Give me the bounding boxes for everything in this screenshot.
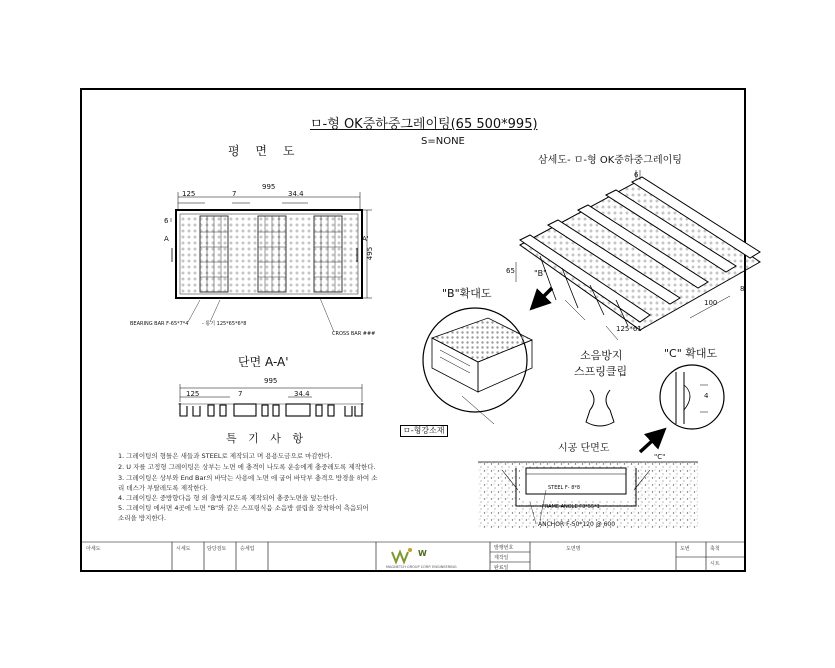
drawing-scale: S=NONE (421, 136, 465, 147)
detail-c (660, 365, 724, 429)
note-line: 3. 그레이팅은 상부와 End Bar의 바닥는 사용에 노면 에 굽어 바닥부 충격으 방경을 하여 소 (118, 474, 378, 482)
titleblock-cell: 시트 (710, 561, 720, 567)
detail-c-heading: "C" 확대도 (664, 347, 718, 360)
spring-clip (586, 390, 614, 426)
iso-dim-top: 6 (634, 171, 639, 179)
titleblock-cell: 승세업 (240, 546, 255, 552)
plan-dim-total: 995 (262, 183, 276, 191)
plan-heading: 평 면 도 (228, 144, 301, 158)
iso-label-b: "B" (534, 269, 547, 278)
section-dim-left: 125 (186, 390, 200, 398)
plan-view (171, 192, 375, 332)
section-dim-pitch: 34.4 (294, 390, 310, 398)
note-line: 리 데스가 부탈레도록 제작한다. (118, 484, 208, 492)
install-label-steel: STEEL F- 8*8 (548, 485, 581, 491)
section-dim-bar: 7 (238, 390, 243, 398)
titleblock-cell: 시세도 (176, 546, 191, 552)
note-line: 5. 그레이팅 에서면 4곳에 노면 "B"와 같은 스프링식음 소음방 클립을 장착하여 측음되어 (118, 504, 369, 512)
callout-arrow-c (640, 430, 664, 452)
detail-b-heading: "B"확대도 (442, 287, 492, 300)
note-line: 소리을 방지한다. (118, 514, 167, 522)
plan-dim-left: 125 (182, 190, 196, 198)
detail-c-dim: 4 (704, 392, 709, 400)
company-logo (392, 548, 412, 562)
install-label-anchor: ANCHOR F-50*120 @ 600 (538, 521, 616, 528)
detail-b (423, 308, 532, 424)
titleblock-cell: 도번 (680, 546, 690, 552)
install-heading: 시공 단면도 (558, 443, 610, 454)
plan-dim-bar: 7 (232, 190, 237, 198)
notes-heading: 특 기 사 항 (226, 432, 307, 445)
titleblock-cell: 축척 (710, 546, 720, 552)
logo-text: W (418, 549, 427, 558)
plan-dim-side: 6 (164, 217, 169, 225)
titleblock-cell: 도면명 (566, 546, 581, 552)
clip-label-line2: 스프링클립 (574, 365, 628, 378)
iso-dim-pitch: 100 (704, 299, 718, 307)
install-label-frame: FRAME ANGLE F3*55*1 (542, 504, 600, 510)
section-dim-total: 995 (264, 377, 278, 385)
plan-label-cross-bar: CROSS BAR ### (332, 331, 376, 337)
note-line: 1. 그레이팅의 형틀은 새들과 STEEL로 제작되고 며 용용도금으로 마감한다. (118, 452, 333, 460)
iso-dim-hole: 125*61 (616, 325, 642, 333)
install-section (478, 462, 698, 528)
logo-subtext: MAGNETCH GROUP CORP. ENGINEERING (386, 565, 457, 569)
iso-dim-side: 8 (740, 285, 745, 293)
install-label-c: "C" (654, 453, 666, 461)
plan-label-hole: - 통기 125*65*6*8 (202, 321, 247, 327)
section-view (178, 384, 364, 416)
plan-label-bearing-bar: BEARING BAR F-65*7*4 (130, 321, 189, 327)
titleblock-cell: 담당검토 (207, 546, 227, 552)
plan-dim-pitch: 34.4 (288, 190, 304, 198)
clip-label-line1: 소음방지 (580, 349, 623, 362)
note-line: 4. 그레이팅은 중방향다음 형 외 출방지로도록 제작되어 충중노면을 덮는한다. (118, 494, 338, 502)
titleblock-cell: 아세도 (86, 546, 101, 552)
plan-section-mark-a: A (164, 235, 169, 243)
callout-arrow-b (532, 288, 552, 308)
plan-dim-height: 495 (366, 246, 375, 261)
titleblock-cell: 완료일 (494, 565, 509, 571)
drawing-title: ㅁ-형 OK중하중그레이팅(65 500*995) (310, 117, 538, 132)
plan-section-mark-a-prime: A' (362, 235, 369, 243)
iso-heading: 삼세도- ㅁ-형 OK중하중그레이팅 (538, 155, 682, 166)
titleblock-cell: 제작일 (494, 555, 509, 561)
iso-dim-height: 65 (506, 267, 515, 275)
section-heading: 단면 A-A' (238, 355, 289, 369)
detail-b-label: ㅁ-형강소재 (400, 425, 448, 437)
note-line: 2. U 자를 고정형 그레이팅은 상부는 노면 에 충격이 나도록 운송에게 충중레도록 제작한다. (118, 463, 376, 471)
titleblock-cell: 발행번호 (494, 545, 514, 551)
isometric-view (516, 170, 760, 340)
